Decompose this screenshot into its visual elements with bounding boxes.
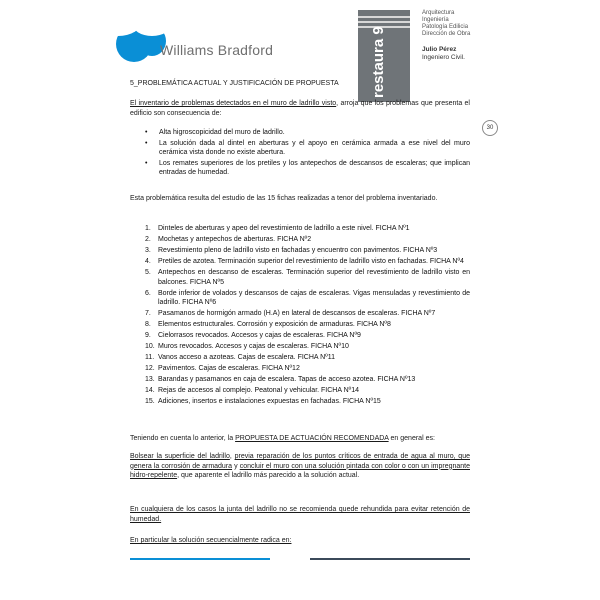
recommendation-paragraph [130, 452, 470, 481]
note-paragraph: En cualquiera de los casos la junta del ladrillo no se recomienda quede rehundida para evitar retención de humedad. [130, 506, 470, 523]
ficha-list [145, 224, 470, 408]
logo-stripe [358, 21, 410, 23]
bullet-item: • Los remates superiores de los pretiles y los antepechos de descansos de escaleras; que implican entradas de humedad. [145, 159, 470, 178]
item-number: 14. [145, 386, 155, 394]
list-item [145, 246, 470, 256]
author-title: Ingeniero Civil. [422, 53, 465, 61]
item-text: Pasamanos de hormigón armado (H.A) en lateral de descansos de escaleras. FICHA Nº7 [158, 310, 436, 318]
list-item [145, 364, 470, 374]
intro-paragraph [130, 99, 470, 118]
rec-part: previa reparación de los puntos críticos de entrada de agua al muro, que genera la corrosión de armadura [130, 453, 470, 470]
item-text: Elementos estructurales. Corrosión y exposición de armaduras. FICHA Nº8 [158, 321, 391, 329]
item-text: Borde inferior de volados y descansos de cajas de escaleras. Vigas mensuladas y revestimiento de ladrillo. FICHA Nº6 [158, 289, 470, 307]
item-number: 10. [145, 343, 155, 351]
item-text: Vanos acceso a azoteas. Cajas de escalera. FICHA Nº11 [158, 354, 335, 362]
service-item: Dirección de Obra [422, 31, 471, 37]
list-item [145, 320, 470, 330]
list-item [145, 397, 470, 407]
item-number: 1. [145, 225, 151, 232]
item-number: 11. [145, 354, 155, 362]
item-number: 6. [145, 289, 151, 297]
item-number: 9. [145, 332, 151, 340]
item-number: 2. [145, 235, 151, 243]
list-item [145, 353, 470, 363]
proposal-pre: Teniendo en cuenta lo anterior, la [130, 435, 236, 442]
bullet-item: • Alta higroscopicidad del muro de ladrillo. [145, 128, 470, 138]
list-item [145, 309, 470, 319]
author-block [422, 46, 465, 61]
closing-line: En particular la solución secuencialmente radica en: [130, 537, 292, 544]
bullet-item: • La solución dada al dintel en aberturas y el apoyo en cerámica armada a ese nivel del muro cerámica vista donde no existe abertura. [145, 139, 470, 158]
list-item [145, 386, 470, 396]
rec-part: , [229, 453, 235, 460]
summary-paragraph: Esta problemática resulta del estudio de las 15 fichas realizadas a tenor del problema inventariado. [130, 195, 438, 202]
item-number: 3. [145, 246, 151, 254]
item-text: Pretiles de azotea. Terminación superior del revestimiento de ladrillo visto en fachadas. FICHA Nº4 [158, 257, 464, 265]
item-text: Barandas y pasamanos en caja de escalera. Tapas de acceso azotea. FICHA Nº13 [158, 376, 416, 383]
footer-rule-left [130, 558, 270, 560]
item-text: Mochetas y antepechos de aberturas. FICHA Nº2 [158, 235, 312, 243]
author-name: Julio Pérez [422, 46, 457, 53]
item-number: 5. [145, 268, 151, 276]
service-item: Patología Edilicia [422, 24, 469, 30]
list-item [145, 375, 470, 385]
item-text: Antepechos en descanso de escaleras. Terminación superior del revestimiento de ladrillo visto en balcones. FICHA Nº5 [158, 268, 470, 286]
intro-underlined: El inventario de problemas detectados en el muro de ladrillo visto [130, 100, 337, 107]
services-list [422, 10, 470, 38]
item-text: Pavimentos. Cajas de escaleras. FICHA Nº12 [158, 365, 300, 373]
item-text: Muros revocados. Accesos y cajas de escaleras. FICHA Nº10 [158, 343, 349, 351]
list-item [145, 342, 470, 352]
proposal-paragraph [130, 434, 470, 444]
proposal-post: en general es: [388, 435, 435, 442]
item-number: 15. [145, 397, 155, 405]
rec-part: concluir el muro con una solución pintada con color o con un impregnante hidro-repelente [130, 462, 470, 480]
problem-bullets [145, 128, 470, 179]
page-number: 30 [482, 120, 498, 136]
list-item [145, 224, 470, 234]
item-number: 7. [145, 310, 151, 318]
item-text: Revestimiento pleno de ladrillo visto en fachadas y encuentro con pavimentos. FICHA Nº3 [158, 246, 438, 254]
list-item [145, 235, 470, 245]
service-item: Arquitectura [422, 10, 455, 16]
list-item [145, 289, 470, 308]
item-text: Cielorrasos revocados. Accesos y cajas de escaleras. FICHA Nº9 [158, 332, 361, 340]
list-item [145, 257, 470, 267]
rec-part: Bolsear la superficie del ladrillo [130, 453, 230, 460]
item-text: Dinteles de aberturas y apeo del revestimiento de ladrillo a este nivel. FICHA Nº1 [158, 225, 410, 232]
item-text: Adiciones, insertos e instalaciones expuestas en fachadas. FICHA Nº15 [158, 397, 381, 405]
brand-name: Williams Bradford [160, 42, 274, 58]
restaura-logo-word: restaura 9 [370, 26, 387, 98]
item-number: 4. [145, 257, 151, 265]
logo-notch-right [132, 10, 172, 36]
logo-stripe [358, 16, 410, 18]
item-number: 8. [145, 321, 151, 329]
list-item [145, 268, 470, 287]
rec-part: y [232, 462, 240, 470]
item-number: 13. [145, 376, 155, 383]
footer-rule-right [310, 558, 470, 560]
intro-rest: , arroja que los problemas que presenta el edificio son consecuencia de: [130, 100, 470, 117]
list-item [145, 331, 470, 341]
rec-part: , que aparente el ladrillo más parecido a la solución actual. [177, 472, 360, 480]
service-item: Ingeniería [422, 17, 449, 23]
proposal-underlined: PROPUESTA DE ACTUACIÓN RECOMENDADA [235, 435, 389, 442]
item-number: 12. [145, 365, 155, 373]
item-text: Rejas de accesos al complejo. Peatonal y vehicular. FICHA Nº14 [158, 386, 359, 394]
section-title: 5_PROBLEMÁTICA ACTUAL Y JUSTIFICACIÓN DE PROPUESTA [130, 80, 339, 87]
